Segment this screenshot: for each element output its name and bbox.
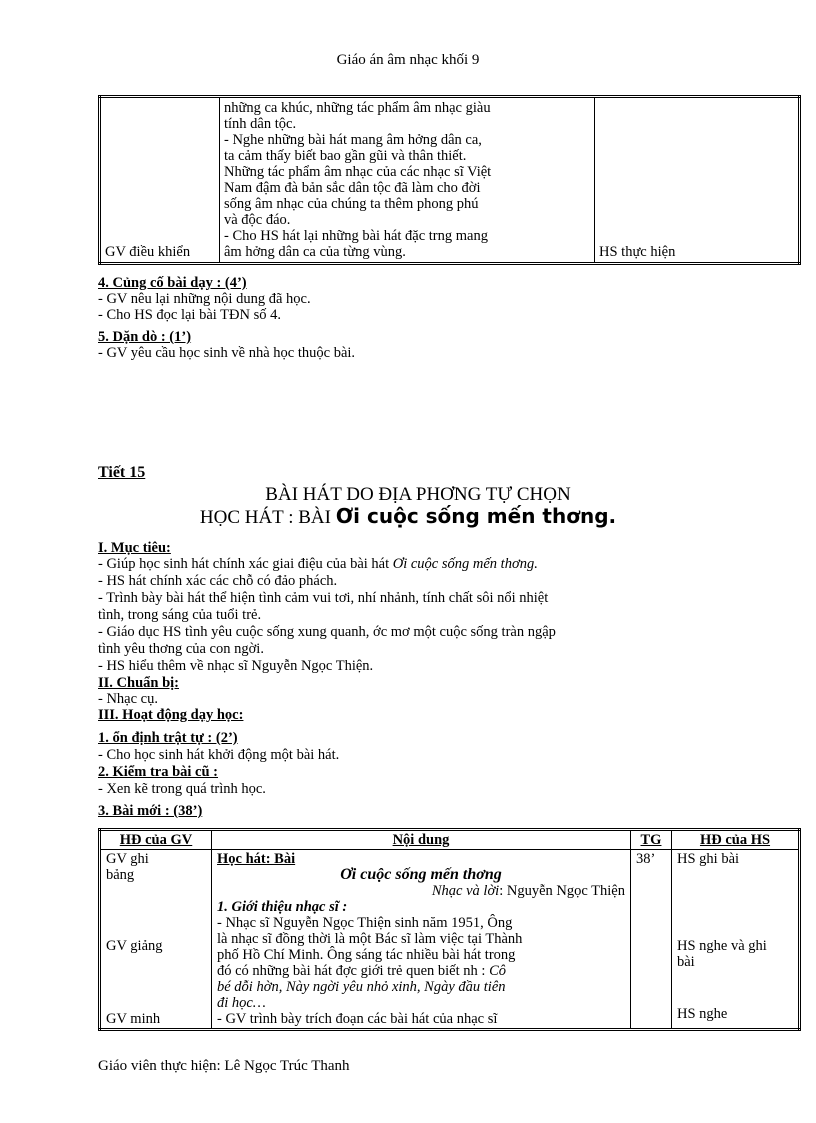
muc-tieu-item: - Giúp học sinh hát chính xác giai điệu của bài hát Ơi cuộc sống mến thơng.	[98, 556, 538, 572]
content-line: - Cho HS hát lại những bài hát đặc trng mang	[224, 228, 488, 244]
footer-teacher: Giáo viên thực hiện: Lê Ngọc Trúc Thanh	[98, 1058, 350, 1074]
chuan-bi-item: - Nhạc cụ.	[98, 691, 158, 707]
muc-tieu-item: - Trình bày bài hát thể hiện tình cảm vui tơi, nhí nhảnh, tính chất sôi nổi nhiệt	[98, 590, 549, 606]
content-line: sống âm nhạc của chúng ta thêm phong phú	[224, 196, 479, 212]
kiem-tra-item: - Xen kẽ trong quá trình học.	[98, 781, 266, 797]
content-line: những ca khúc, những tác phẩm âm nhạc giàu	[224, 100, 491, 116]
content-line: tính dân tộc.	[224, 116, 297, 132]
tiet-label: Tiết 15	[98, 464, 146, 481]
page-header: Giáo án âm nhạc khối 9	[336, 52, 480, 68]
lesson-title: BÀI HÁT DO ĐỊA PHƠNG TỰ CHỌN	[265, 484, 571, 505]
on-dinh-heading: 1. ổn định trật tự : (2’)	[98, 730, 238, 746]
content-line: âm hởng dân ca của từng vùng.	[224, 244, 406, 260]
author-line: Nhạc và lời: Nguyễn Ngọc Thiện	[431, 883, 625, 899]
hs-item: HS ghi bài	[677, 851, 740, 867]
section4-item: - Cho HS đọc lại bài TĐN số 4.	[98, 307, 281, 323]
intro-line: đó có những bài hát đợc giới trẻ quen biết nh : Cô	[217, 963, 506, 979]
muc-tieu-item: tình yêu thơng của con ngời.	[98, 641, 264, 657]
continuation-table	[98, 95, 801, 265]
intro-line: - Nhạc sĩ Nguyễn Ngọc Thiện sinh năm 1951, Ông	[217, 915, 513, 931]
on-dinh-item: - Cho học sinh hát khởi động một bài hát.	[98, 747, 340, 763]
hoat-dong-heading: III. Hoạt động dạy học:	[98, 707, 244, 723]
intro-line: bé dỗi hờn, Này ngời yêu nhỏ xinh, Ngày đầu tiên	[217, 979, 506, 995]
song-name: Ơi cuộc sống mến thơng	[340, 866, 502, 883]
lesson-table	[98, 828, 801, 1031]
section5-heading: 5. Dặn dò : (1’)	[98, 329, 192, 345]
muc-tieu-heading: I. Mục tiêu:	[98, 540, 171, 556]
gv-item: GV giảng	[106, 938, 163, 954]
content-cell	[220, 97, 595, 264]
content-line: - Nghe những bài hát mang âm hởng dân ca,	[224, 132, 482, 148]
hs-column	[672, 850, 800, 1030]
muc-tieu-item: tình, trong sáng của tuổi trẻ.	[98, 607, 262, 623]
gv-item: GV minh	[106, 1011, 161, 1027]
bai-moi-heading: 3. Bài mới : (38’)	[98, 803, 203, 819]
header-hs: HĐ của HS	[672, 830, 800, 850]
section4-heading: 4. Củng cố bài dạy : (4’)	[98, 275, 247, 291]
content-line: Nam đậm đà bản sắc dân tộc đã làm cho đời	[224, 180, 481, 196]
header-tg: TG	[631, 830, 672, 850]
section4-item: - GV nêu lại những nội dung đã học.	[98, 291, 311, 307]
section5-item: - GV yêu cầu học sinh về nhà học thuộc bài.	[98, 345, 356, 361]
kiem-tra-heading: 2. Kiểm tra bài cũ :	[98, 764, 219, 780]
content-line: và độc đáo.	[224, 212, 291, 228]
hs-cell: HS thực hiện	[595, 97, 800, 264]
hs-item: HS nghe	[677, 1006, 728, 1022]
hs-item: HS nghe và ghi bài	[677, 938, 767, 970]
tg-column: 38’	[631, 850, 672, 1030]
header-content: Nội dung	[212, 830, 631, 850]
muc-tieu-item: - HS hiểu thêm về nhạc sĩ Nguyễn Ngọc Thiện.	[98, 658, 374, 674]
hoc-hat-label: Học hát: Bài	[217, 851, 296, 867]
gv-column	[100, 850, 212, 1030]
muc-tieu-item: - HS hát chính xác các chỗ có đảo phách.	[98, 573, 338, 589]
intro-line: phố Hồ Chí Minh. Ông sáng tác nhiều bài hát trong	[217, 947, 516, 963]
intro-line: - GV trình bày trích đoạn các bài hát của nhạc sĩ	[217, 1011, 498, 1027]
chuan-bi-heading: II. Chuẩn bị:	[98, 675, 179, 691]
intro-heading: 1. Giới thiệu nhạc sĩ :	[217, 899, 348, 915]
content-line: ta cảm thấy biết bao gần gũi và thân thiết.	[224, 148, 467, 164]
intro-line: đi học…	[217, 995, 266, 1011]
lesson-subtitle: HỌC HÁT : BÀI Ơi cuộc sống mến thơng.	[199, 504, 617, 528]
song-title: Ơi cuộc sống mến thơng.	[335, 504, 617, 528]
content-column	[212, 850, 631, 1030]
content-line: Những tác phẩm âm nhạc của các nhạc sĩ Việt	[224, 164, 492, 180]
intro-line: là nhạc sĩ đồng thời là một Bác sĩ làm việc tại Thành	[217, 931, 523, 947]
header-gv: HĐ của GV	[100, 830, 212, 850]
muc-tieu-item: - Giáo dục HS tình yêu cuộc sống xung quanh, ớc mơ một cuộc sống tràn ngập	[98, 624, 556, 640]
gv-item: GV ghi bảng	[106, 851, 149, 883]
gv-cell: GV điều khiển	[100, 97, 220, 264]
